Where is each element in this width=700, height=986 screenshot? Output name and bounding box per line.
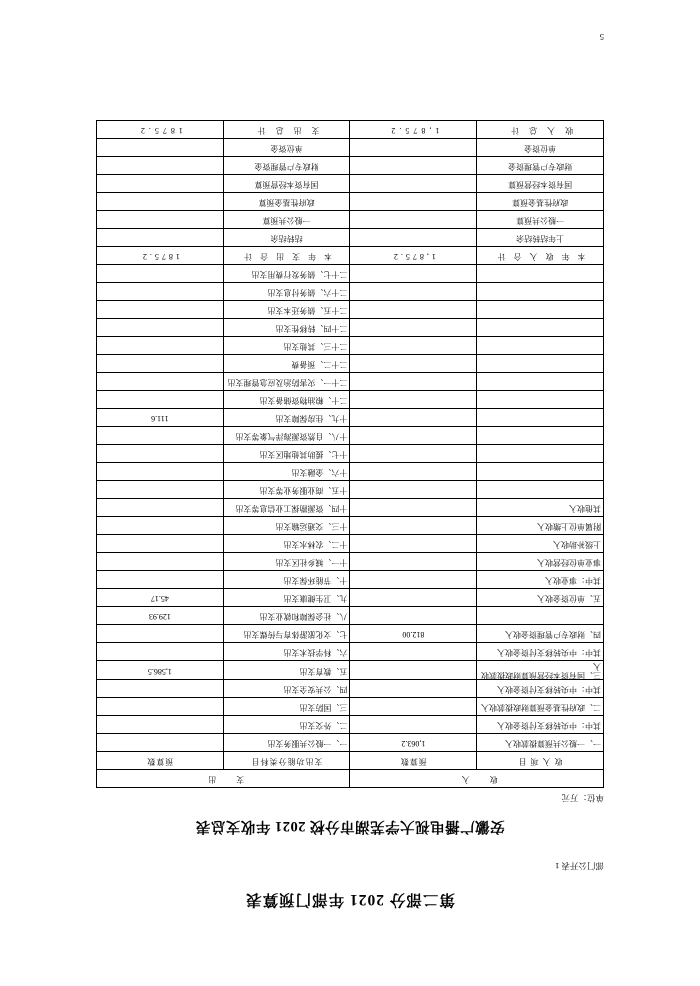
exp-item-cell: 十二、农林水支出	[223, 535, 350, 553]
exp-budget-cell	[97, 643, 224, 661]
exp-budget-cell	[97, 265, 224, 283]
source-exp-value	[97, 193, 224, 211]
table-row	[97, 625, 604, 643]
income-item-cell: 四、财政专户管理资金收入	[477, 625, 604, 643]
income-item-cell	[477, 481, 604, 499]
table-row	[97, 373, 604, 391]
income-budget-cell	[350, 409, 477, 427]
income-item-cell: 其中：中央转移支付资金收入	[477, 716, 604, 734]
group-header-income: 收 入	[350, 770, 604, 788]
exp-budget-cell	[97, 427, 224, 445]
exp-item-cell: 十九、住房保障支出	[223, 409, 350, 427]
exp-item-cell: 十七、援助其他地区支出	[223, 445, 350, 463]
table-row	[97, 175, 604, 193]
source-income-value	[350, 193, 477, 211]
table-row	[97, 607, 604, 625]
table-row	[97, 391, 604, 409]
exp-item-cell: 十三、交通运输支出	[223, 517, 350, 535]
exp-budget-cell	[97, 319, 224, 337]
exp-item-cell: 一、一般公共服务支出	[223, 734, 350, 752]
income-budget-cell	[350, 553, 477, 571]
income-item-cell	[477, 427, 604, 445]
table-row	[97, 463, 604, 481]
source-exp-label: 财政专户管理资金	[223, 157, 350, 175]
income-item-cell	[477, 607, 604, 625]
table-row	[97, 481, 604, 499]
source-exp-value	[97, 139, 224, 157]
table-row	[97, 193, 604, 211]
exp-item-cell: 二十三、其他支出	[223, 337, 350, 355]
exp-budget-cell	[97, 355, 224, 373]
income-budget-cell	[350, 499, 477, 517]
income-budget-cell	[350, 571, 477, 589]
income-budget-cell	[350, 517, 477, 535]
exp-item-cell: 四、公共安全支出	[223, 680, 350, 698]
open-info-label: 部门公开表 1	[555, 861, 604, 871]
source-income-label: 财政专户管理资金	[477, 157, 604, 175]
budget-table	[96, 120, 604, 788]
table-row	[97, 734, 604, 752]
source-exp-label: 单位资金	[223, 139, 350, 157]
income-budget-cell	[350, 265, 477, 283]
exp-item-cell: 九、卫生健康支出	[223, 589, 350, 607]
exp-item-cell: 十六、金融支出	[223, 463, 350, 481]
table-row	[97, 229, 604, 247]
table-row	[97, 698, 604, 716]
income-budget-cell: 812.00	[350, 625, 477, 643]
source-income-value	[350, 139, 477, 157]
income-budget-cell	[350, 337, 477, 355]
exp-item-cell: 七、文化旅游体育与传媒支出	[223, 625, 350, 643]
exp-budget-cell	[97, 391, 224, 409]
income-budget-cell	[350, 716, 477, 734]
income-budget-cell	[350, 535, 477, 553]
exp-item-cell: 二十、粮油物资储备支出	[223, 391, 350, 409]
exp-budget-cell: 129.93	[97, 607, 224, 625]
table-row	[97, 355, 604, 373]
exp-budget-cell: 111.6	[97, 409, 224, 427]
source-exp-label: 一般公共预算	[223, 211, 350, 229]
exp-item-cell: 十、节能环保支出	[223, 571, 350, 589]
income-budget-cell	[350, 680, 477, 698]
exp-budget-cell	[97, 680, 224, 698]
income-item-cell: 其中：中央转移支付资金收入	[477, 643, 604, 661]
table-row	[97, 211, 604, 229]
table-row	[97, 499, 604, 517]
table-row	[97, 265, 604, 283]
income-budget-cell	[350, 463, 477, 481]
exp-budget-cell	[97, 463, 224, 481]
table-row	[97, 716, 604, 734]
income-budget-cell	[350, 427, 477, 445]
table-row	[97, 571, 604, 589]
table-row	[97, 319, 604, 337]
income-budget-cell: 1,063.2	[350, 734, 477, 752]
exp-budget-cell	[97, 571, 224, 589]
col-header-exp-budget: 预算数	[97, 752, 224, 770]
exp-budget-cell	[97, 445, 224, 463]
income-budget-cell	[350, 445, 477, 463]
budget-table-body	[97, 121, 604, 788]
income-item-cell	[477, 409, 604, 427]
income-item-cell: 二、政府性基金预算财政拨款收入	[477, 698, 604, 716]
page-title: 安徽广播电视大学芜湖市分校 2021 年收支总表	[195, 818, 505, 834]
table-row	[97, 157, 604, 175]
income-item-cell	[477, 265, 604, 283]
unit-label: 单位：万元	[561, 793, 604, 803]
income-budget-cell	[350, 355, 477, 373]
table-row	[97, 553, 604, 571]
income-item-cell: 上级补助收入	[477, 535, 604, 553]
income-budget-cell	[350, 698, 477, 716]
exp-item-cell: 二十四、转移性支出	[223, 319, 350, 337]
grand-total-row	[97, 121, 604, 139]
source-income-value	[350, 175, 477, 193]
exp-item-cell: 二十七、债务发行费用支出	[223, 265, 350, 283]
grand-income-value: 1,875.2	[350, 121, 477, 139]
col-header-income-item: 收 入 项 目	[477, 752, 604, 770]
grand-exp-label: 支 出 总 计	[223, 121, 350, 139]
exp-budget-cell	[97, 716, 224, 734]
exp-item-cell: 五、教育支出	[223, 661, 350, 680]
table-row	[97, 643, 604, 661]
income-budget-cell	[350, 481, 477, 499]
income-item-cell: 其他收入	[477, 499, 604, 517]
income-item-cell: 三、国有资本经营预算财政拨款收入	[477, 661, 604, 680]
source-exp-value	[97, 157, 224, 175]
table-row	[97, 427, 604, 445]
income-item-cell: 其中：事业收入	[477, 571, 604, 589]
income-item-cell	[477, 355, 604, 373]
part-title: 第二部分 2021 年部门预算表	[245, 891, 455, 908]
exp-item-cell: 二十二、预备费	[223, 355, 350, 373]
income-item-cell	[477, 373, 604, 391]
column-header-row	[97, 752, 604, 770]
table-row	[97, 409, 604, 427]
group-header-row	[97, 770, 604, 788]
table-row	[97, 301, 604, 319]
source-exp-value	[97, 175, 224, 193]
source-income-label: 一般公共预算	[477, 211, 604, 229]
table-row	[97, 337, 604, 355]
source-exp-label: 国有资本经营预算	[223, 175, 350, 193]
exp-item-cell: 六、科学技术支出	[223, 643, 350, 661]
source-income-label: 单位资金	[477, 139, 604, 157]
income-budget-cell	[350, 373, 477, 391]
income-budget-cell	[350, 589, 477, 607]
exp-budget-cell: 45.17	[97, 589, 224, 607]
subtotal-exp-label: 本 年 支 出 合 计	[223, 247, 350, 265]
income-item-cell: 五、单位资金收入	[477, 589, 604, 607]
exp-budget-cell	[97, 517, 224, 535]
exp-budget-cell	[97, 283, 224, 301]
subtotal-row	[97, 247, 604, 265]
grand-exp-value: 1875.2	[97, 121, 224, 139]
exp-item-cell: 三、国防支出	[223, 698, 350, 716]
source-exp-value	[97, 229, 224, 247]
subtotal-income-value: 1,875.2	[350, 247, 477, 265]
income-budget-cell	[350, 283, 477, 301]
income-item-cell	[477, 445, 604, 463]
col-header-income-budget: 预算数	[350, 752, 477, 770]
income-budget-cell	[350, 607, 477, 625]
source-income-label: 政府性基金预算	[477, 193, 604, 211]
exp-item-cell: 十五、商业服务业等支出	[223, 481, 350, 499]
source-exp-value	[97, 211, 224, 229]
income-item-cell: 一、一般公共预算拨款收入	[477, 734, 604, 752]
exp-budget-cell	[97, 625, 224, 643]
exp-item-cell: 二十六、债务付息支出	[223, 283, 350, 301]
exp-item-cell: 二十五、债务还本支出	[223, 301, 350, 319]
exp-item-cell: 十一、城乡社区支出	[223, 553, 350, 571]
source-exp-label: 结转结余	[223, 229, 350, 247]
exp-item-cell: 二、外交支出	[223, 716, 350, 734]
source-income-value	[350, 157, 477, 175]
income-item-cell: 其中：中央转移支付资金收入	[477, 680, 604, 698]
table-row	[97, 445, 604, 463]
income-item-cell	[477, 337, 604, 355]
exp-item-cell: 十八、自然资源海洋气象等支出	[223, 427, 350, 445]
exp-budget-cell: 1,586.5	[97, 661, 224, 680]
exp-item-cell: 二十一、灾害防治及应急管理支出	[223, 373, 350, 391]
income-item-cell	[477, 391, 604, 409]
source-income-label: 上年结转结余	[477, 229, 604, 247]
income-budget-cell	[350, 643, 477, 661]
subtotal-exp-value: 1875.2	[97, 247, 224, 265]
table-row	[97, 535, 604, 553]
income-budget-cell	[350, 319, 477, 337]
exp-budget-cell	[97, 535, 224, 553]
table-row	[97, 283, 604, 301]
exp-budget-cell	[97, 499, 224, 517]
page-number: 5	[599, 32, 604, 42]
income-item-cell: 附属单位上缴收入	[477, 517, 604, 535]
income-item-cell	[477, 283, 604, 301]
exp-budget-cell	[97, 734, 224, 752]
table-row	[97, 680, 604, 698]
source-income-value	[350, 229, 477, 247]
col-header-exp-item: 支出功能分类科目	[223, 752, 350, 770]
table-row	[97, 517, 604, 535]
exp-budget-cell	[97, 301, 224, 319]
table-row	[97, 661, 604, 680]
income-item-cell: 事业单位经营收入	[477, 553, 604, 571]
exp-budget-cell	[97, 337, 224, 355]
exp-budget-cell	[97, 553, 224, 571]
exp-budget-cell	[97, 481, 224, 499]
income-item-cell	[477, 319, 604, 337]
subtotal-income-label: 本 年 收 入 合 计	[477, 247, 604, 265]
exp-item-cell: 八、社会保障和就业支出	[223, 607, 350, 625]
exp-budget-cell	[97, 698, 224, 716]
income-budget-cell	[350, 301, 477, 319]
income-budget-cell	[350, 391, 477, 409]
exp-item-cell: 十四、资源勘探工业信息等支出	[223, 499, 350, 517]
source-income-label: 国有资本经营预算	[477, 175, 604, 193]
table-row	[97, 589, 604, 607]
income-item-cell	[477, 301, 604, 319]
income-budget-cell	[350, 661, 477, 680]
grand-income-label: 收 入 总 计	[477, 121, 604, 139]
exp-budget-cell	[97, 373, 224, 391]
income-item-cell	[477, 463, 604, 481]
source-exp-label: 政府性基金预算	[223, 193, 350, 211]
group-header-expenditure: 支 出	[97, 770, 351, 788]
source-income-value	[350, 211, 477, 229]
table-row	[97, 139, 604, 157]
